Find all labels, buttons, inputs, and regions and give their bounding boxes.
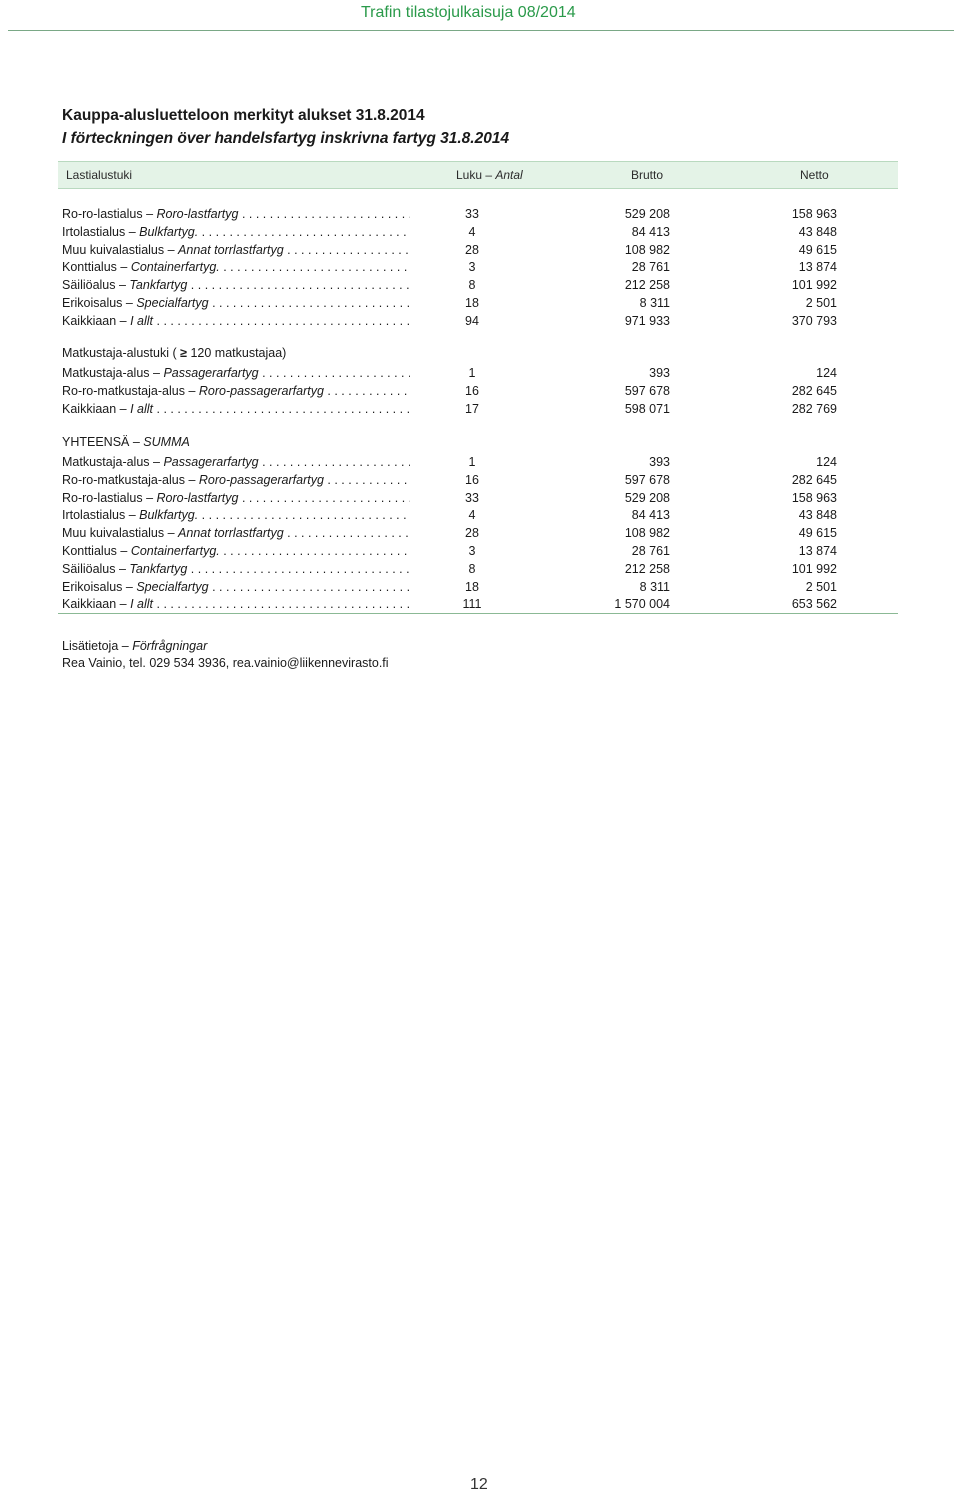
cell-brutto: 108 982 bbox=[624, 526, 670, 541]
title-finnish: Kauppa-alusluetteloon merkityt alukset 31.8.2014 bbox=[62, 107, 425, 124]
row-label-fi: Säiliöalus bbox=[62, 278, 116, 293]
cell-count: 18 bbox=[465, 579, 479, 594]
cell-netto: 370 793 bbox=[791, 313, 837, 328]
cell-count: 94 bbox=[465, 313, 479, 328]
row-label-sv: Roro-passagerarfartyg bbox=[198, 472, 324, 487]
cell-netto: 282 645 bbox=[791, 383, 837, 398]
row-label-dash: – bbox=[184, 383, 199, 398]
row-label-dash: – bbox=[115, 278, 130, 293]
table-row bbox=[62, 241, 902, 259]
row-label-dash: – bbox=[116, 313, 131, 328]
col-header-category: Lastialustuki bbox=[66, 168, 133, 182]
row-label-dash: – bbox=[184, 472, 199, 487]
row-label bbox=[62, 560, 410, 578]
row-label-dash: – bbox=[149, 455, 164, 469]
cell-brutto: 108 982 bbox=[624, 242, 670, 257]
row-label-fi: Kaikkiaan bbox=[62, 313, 117, 328]
cell-count: 18 bbox=[465, 296, 479, 310]
publication-title: Trafin tilastojulkaisuja 08/2014 bbox=[361, 4, 576, 21]
row-label bbox=[62, 364, 410, 382]
row-label-fi: Ro-ro-lastialus bbox=[62, 207, 143, 221]
row-label-dash: – bbox=[116, 401, 131, 416]
row-label-fi: Ro-ro-matkustaja-alus bbox=[62, 383, 185, 398]
cell-netto: 13 874 bbox=[798, 260, 837, 275]
cell-count: 33 bbox=[465, 207, 479, 221]
row-label bbox=[62, 578, 410, 596]
cell-netto: 282 645 bbox=[791, 472, 837, 487]
cell-brutto: 212 258 bbox=[624, 561, 670, 576]
row-label-sv: Tankfartyg bbox=[129, 561, 188, 576]
row-label-sv: Containerfartyg. bbox=[130, 260, 220, 275]
table-header bbox=[58, 161, 898, 189]
table-row bbox=[62, 560, 902, 578]
cell-brutto: 598 071 bbox=[624, 401, 670, 416]
table-row bbox=[62, 382, 902, 400]
row-label bbox=[62, 524, 410, 542]
greater-equal-symbol: ≥ bbox=[180, 346, 187, 360]
cell-netto: 2 501 bbox=[805, 296, 837, 310]
row-label-dash: – bbox=[116, 260, 131, 275]
row-label-fi: Muu kuivalastialus bbox=[62, 526, 165, 541]
row-label-fi: Matkustaja-alus bbox=[62, 455, 150, 469]
cell-count: 1 bbox=[468, 455, 476, 469]
row-label-sv: Annat torrlastfartyg bbox=[178, 526, 284, 541]
table-row bbox=[62, 489, 902, 507]
total-title-sv: SUMMA bbox=[143, 435, 190, 449]
cell-netto: 13 874 bbox=[798, 544, 837, 558]
row-label-fi: Muu kuivalastialus bbox=[62, 242, 165, 257]
table-row bbox=[62, 258, 902, 276]
row-label-sv: Specialfartyg bbox=[136, 579, 209, 594]
row-label-sv: Roro-passagerarfartyg bbox=[198, 383, 324, 398]
table-row bbox=[62, 471, 902, 489]
cell-count: 4 bbox=[468, 508, 476, 523]
row-label-sv: Passagerarfartyg bbox=[163, 455, 259, 469]
table-row bbox=[62, 595, 902, 613]
cell-count: 3 bbox=[468, 544, 476, 558]
cell-count: 8 bbox=[468, 278, 476, 293]
table-row bbox=[62, 542, 902, 560]
contact-info bbox=[62, 638, 389, 672]
row-label-sv: Bulkfartyg. bbox=[139, 224, 199, 239]
row-label-sv: Tankfartyg bbox=[129, 278, 188, 293]
cell-netto: 43 848 bbox=[798, 224, 837, 239]
table-row bbox=[62, 312, 902, 330]
cell-brutto: 393 bbox=[649, 455, 670, 469]
col-header-count-sv: Antal bbox=[495, 168, 523, 182]
row-label bbox=[62, 312, 410, 330]
cell-netto: 101 992 bbox=[791, 561, 837, 576]
cell-brutto: 8 311 bbox=[639, 296, 670, 310]
contact-line: Rea Vainio, tel. 029 534 3936, rea.vainio@liikennevirasto.fi bbox=[62, 656, 389, 670]
row-label-sv: Roro-lastfartyg bbox=[156, 207, 239, 221]
cell-brutto: 84 413 bbox=[631, 508, 670, 523]
row-label-fi: Ro-ro-matkustaja-alus bbox=[62, 472, 185, 487]
cell-netto: 124 bbox=[816, 455, 837, 469]
cell-brutto: 212 258 bbox=[624, 278, 670, 293]
cell-brutto: 597 678 bbox=[624, 383, 670, 398]
cell-count: 4 bbox=[468, 224, 476, 239]
table-row bbox=[62, 524, 902, 542]
row-label-dash: – bbox=[149, 366, 164, 380]
table-row bbox=[62, 205, 902, 223]
cell-netto: 2 501 bbox=[805, 579, 837, 594]
cell-netto: 49 615 bbox=[798, 526, 837, 541]
contact-heading: Lisätietoja – Förfrågningar bbox=[62, 639, 208, 653]
row-label-dash: – bbox=[116, 544, 131, 558]
cell-brutto: 393 bbox=[649, 366, 670, 380]
row-label-dash: – bbox=[142, 490, 157, 505]
row-label bbox=[62, 276, 410, 294]
row-label-sv: Containerfartyg. bbox=[130, 544, 220, 558]
header-divider bbox=[8, 30, 954, 31]
cell-count: 8 bbox=[468, 561, 476, 576]
row-label-dash: – bbox=[115, 561, 130, 576]
row-label-sv: I allt bbox=[130, 597, 154, 612]
cell-count: 3 bbox=[468, 260, 476, 275]
page-number: 12 bbox=[470, 1476, 488, 1493]
total-section-title: YHTEENSÄ – SUMMA bbox=[62, 435, 190, 449]
passenger-title-pre: Matkustaja-alustuki ( bbox=[62, 346, 177, 360]
row-label-sv: Passagerarfartyg bbox=[163, 366, 259, 380]
cell-brutto: 84 413 bbox=[631, 224, 670, 239]
row-label bbox=[62, 223, 410, 241]
row-label-sv: Bulkfartyg. bbox=[139, 508, 199, 523]
table-row bbox=[62, 453, 902, 471]
row-label-dash: – bbox=[122, 296, 137, 310]
row-label-sv: Specialfartyg bbox=[136, 296, 209, 310]
cell-brutto: 28 761 bbox=[631, 260, 670, 275]
contact-title-fi: Lisätietoja bbox=[62, 639, 119, 653]
cell-netto: 282 769 bbox=[791, 401, 837, 416]
cell-brutto: 529 208 bbox=[624, 490, 670, 505]
row-label bbox=[62, 595, 410, 613]
row-label-fi: Matkustaja-alus bbox=[62, 366, 150, 380]
cell-count: 33 bbox=[465, 490, 479, 505]
table-row bbox=[62, 276, 902, 294]
table-row bbox=[62, 578, 902, 596]
cell-count: 1 bbox=[468, 366, 476, 380]
row-label-fi: Irtolastialus bbox=[62, 224, 126, 239]
row-label-fi: Kaikkiaan bbox=[62, 401, 117, 416]
row-label bbox=[62, 542, 410, 560]
table-row bbox=[62, 364, 902, 382]
col-header-brutto: Brutto bbox=[631, 168, 664, 182]
cell-brutto: 597 678 bbox=[624, 472, 670, 487]
row-label-fi: Kaikkiaan bbox=[62, 597, 117, 612]
row-label-dash: – bbox=[164, 526, 179, 541]
col-header-netto: Netto bbox=[800, 168, 829, 182]
cell-netto: 124 bbox=[816, 366, 837, 380]
cell-count: 16 bbox=[465, 472, 479, 487]
row-label bbox=[62, 241, 410, 259]
cell-netto: 49 615 bbox=[798, 242, 837, 257]
cell-brutto: 529 208 bbox=[624, 207, 670, 221]
row-label bbox=[62, 506, 410, 524]
contact-title-sv: Förfrågningar bbox=[132, 639, 208, 653]
row-label-dash: – bbox=[116, 597, 131, 612]
cell-count: 111 bbox=[462, 597, 482, 612]
passenger-title-post: 120 matkustajaa) bbox=[186, 346, 287, 360]
row-label-fi: Erikoisalus bbox=[62, 296, 123, 310]
page-title bbox=[62, 104, 902, 150]
row-label bbox=[62, 382, 410, 400]
title-swedish: I förteckningen över handelsfartyg inskrivna fartyg 31.8.2014 bbox=[62, 130, 510, 147]
row-label-dash: – bbox=[125, 224, 140, 239]
cell-netto: 101 992 bbox=[791, 278, 837, 293]
row-label-fi: Konttialus bbox=[62, 544, 117, 558]
row-label bbox=[62, 471, 410, 489]
row-label bbox=[62, 400, 410, 418]
col-header-count bbox=[456, 168, 523, 182]
cell-brutto: 971 933 bbox=[624, 313, 670, 328]
cell-netto: 158 963 bbox=[791, 207, 837, 221]
row-label-sv: Annat torrlastfartyg bbox=[178, 242, 284, 257]
cell-brutto: 1 570 004 bbox=[614, 597, 670, 612]
row-label bbox=[62, 489, 410, 507]
row-label bbox=[62, 205, 410, 223]
cell-count: 16 bbox=[465, 383, 479, 398]
cell-count: 28 bbox=[465, 526, 479, 541]
col-header-count-fi: Luku bbox=[456, 168, 483, 182]
row-label-dash: – bbox=[122, 579, 137, 594]
row-label-fi: Erikoisalus bbox=[62, 579, 123, 594]
row-label-fi: Säiliöalus bbox=[62, 561, 116, 576]
row-label-sv: I allt bbox=[130, 313, 154, 328]
cell-netto: 43 848 bbox=[798, 508, 837, 523]
passenger-section-title bbox=[62, 346, 286, 360]
cell-brutto: 28 761 bbox=[631, 544, 670, 558]
cell-netto: 158 963 bbox=[791, 490, 837, 505]
row-label-dash: – bbox=[164, 242, 179, 257]
table-row bbox=[62, 294, 902, 312]
row-label bbox=[62, 258, 410, 276]
table-row bbox=[62, 400, 902, 418]
cell-brutto: 8 311 bbox=[639, 579, 670, 594]
cell-netto: 653 562 bbox=[791, 597, 837, 612]
table-row bbox=[62, 506, 902, 524]
row-label-fi: Irtolastialus bbox=[62, 508, 126, 523]
row-label bbox=[62, 294, 410, 312]
total-title-fi: YHTEENSÄ bbox=[62, 435, 130, 449]
row-label-fi: Konttialus bbox=[62, 260, 117, 275]
table-bottom-divider bbox=[58, 613, 898, 614]
row-label-sv: I allt bbox=[130, 401, 154, 416]
row-label-sv: Roro-lastfartyg bbox=[156, 490, 239, 505]
col-header-count-dash: – bbox=[482, 168, 496, 182]
row-label-dash: – bbox=[142, 207, 157, 221]
cell-count: 28 bbox=[465, 242, 479, 257]
table-row bbox=[62, 223, 902, 241]
row-label-dash: – bbox=[125, 508, 140, 523]
cell-count: 17 bbox=[465, 401, 479, 416]
row-label bbox=[62, 453, 410, 471]
row-label-fi: Ro-ro-lastialus bbox=[62, 490, 143, 505]
